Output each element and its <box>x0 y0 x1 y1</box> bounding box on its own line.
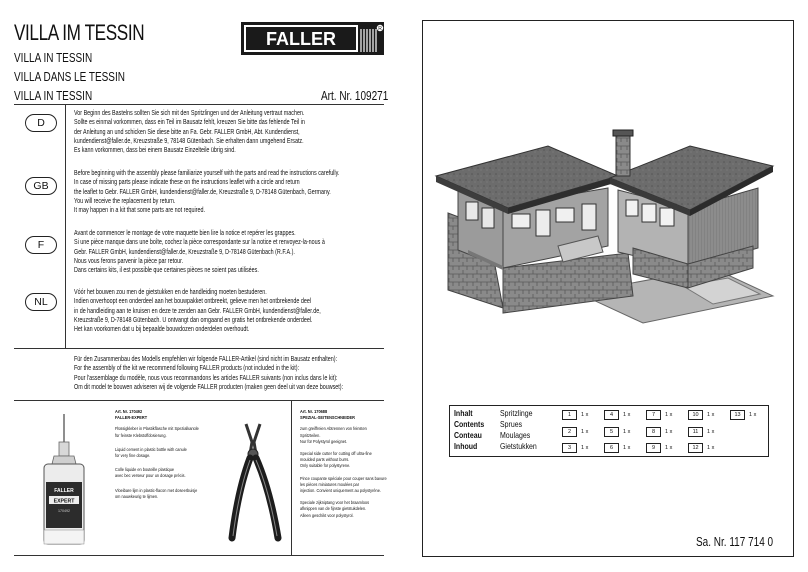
text-line: der Anleitung an und schicken Sie diese bitte an Fa. Gebr. FALLER GmbH, Abt. Kundendienst, <box>74 126 300 136</box>
contents-label: Contents <box>454 419 485 429</box>
text-line: Für den Zusammenbau des Modells empfehlen wir folgende FALLER-Artikel (sind nicht im Bausatz enthalten): <box>74 354 338 363</box>
text-line: In case of missing parts please indicate these on the instructions leaflet with a circle and return <box>74 177 300 187</box>
text-line: Alleen geschikt voor polystyrol. <box>300 512 354 518</box>
instructions-de <box>74 108 374 154</box>
text-line: For the assembly of the kit we recommend following FALLER products (not included in the kit): <box>74 363 300 373</box>
bottle-name: EXPERT <box>53 498 75 505</box>
contents-label: Gietstukken <box>500 441 537 451</box>
sprue-quantity: 1 x <box>581 412 589 418</box>
text-line: om nauwkeurig te lijmen. <box>115 493 159 499</box>
faller-logo <box>241 22 384 55</box>
text-line: Before beginning with the assembly please familiarize yourself with the parts and read the instructions carefully. <box>74 168 340 177</box>
side-cutter-image <box>226 420 286 550</box>
text-line: You will receive the replacement by return. <box>74 195 176 205</box>
text-line: Het kan voorkomen dat u bij bepaalde bouwdozen onderdelen overhoudt. <box>74 324 250 334</box>
sprue-quantity: 1 x <box>665 412 673 418</box>
contents-label: Conteau <box>454 430 482 440</box>
text-line: Vor Beginn des Bastelns sollten Sie sich mit den Spritzlingen und der Anleitung vertraut machen. <box>74 108 305 117</box>
text-line: Dans certains kits, il est possible que certaines pièces ne soient pas utilisées. <box>74 265 259 275</box>
product-art: Art. Nr. 170492 <box>115 409 143 414</box>
text-line: in de handleiding aan te kruisen en deze te zenden aan Gebr. FALLER GmbH, kundendienst@faller.de, <box>74 305 321 315</box>
sprue-quantity: 1 x <box>623 445 631 451</box>
text-line: Si une pièce manque dans une boîte, cochez la pièce correspondante sur la notice et renvoyez-la-nous à <box>74 237 325 247</box>
text-line: kundendienst@faller.de, Kreuzstraße 9, 78148 Gütenbach. Sie erhalten dann umgehend Ersatz. <box>74 135 304 145</box>
sprue-quantity: 1 x <box>581 445 589 451</box>
sa-number: Sa. Nr. 117 714 0 <box>696 535 774 549</box>
sprue-item <box>604 443 630 453</box>
sprue-item <box>688 410 714 420</box>
sprue-item <box>688 443 714 453</box>
contents-label: Inhoud <box>454 441 478 451</box>
sprue-number: 7 <box>646 410 661 420</box>
product-name: FALLER-EXPERT <box>115 415 148 421</box>
text-line: für feinste Klebstoffdosierung. <box>115 432 167 438</box>
text-line: Kreuzstraße 9, D-78148 Gütenbach. U ontvangt dan omgaand en gratis het ontbrekende onderdeel. <box>74 314 313 324</box>
text-line: Gebr. FALLER GmbH, kundendienst@faller.de, Kreuzstraße 9, D-78148 Gütenbach (R.F.A.). <box>74 246 295 256</box>
text-line: Colle liquide en bouteille plastique <box>115 467 175 473</box>
text-line: afknippen van de fijnste gietstukdelen. <box>300 506 367 512</box>
sprue-number: 6 <box>604 443 619 453</box>
lang-badge-d: D <box>25 114 57 132</box>
text-line: the leaflet to Gebr. FALLER GmbH, kundendienst@faller.de, Kreuzstraße 9, D-78148 Gütenbach, Germany. <box>74 186 331 196</box>
contents-labels-right <box>500 408 537 452</box>
contents-label: Spritzlinge <box>500 408 533 418</box>
instructions-en <box>74 168 374 214</box>
sprue-quantity: 1 x <box>707 429 715 435</box>
article-number: Art. Nr. 109271 <box>321 89 389 103</box>
divider <box>14 555 384 556</box>
sprue-number: 2 <box>562 427 577 437</box>
contents-label: Moulages <box>500 430 531 440</box>
text-line: Pour l'assemblage du modèle, nous vous recommandons les articles FALLER suivants (non inclus dans le kit): <box>74 372 338 382</box>
text-line: Only suitable for polystyrene. <box>300 463 351 469</box>
sprue-item <box>604 427 630 437</box>
text-line: Es kann vorkommen, dass bei einem Bausatz Einzelteile übrig sind. <box>74 145 236 155</box>
lang-badge-nl: NL <box>25 293 57 311</box>
text-line: It may happen in a kit that some parts are not required. <box>74 205 205 215</box>
contents-label: Sprues <box>500 419 523 429</box>
sprue-quantity: 1 x <box>581 429 589 435</box>
text-line: Nur für Polystyrol geeignet. <box>300 438 348 444</box>
text-line: Flüssigkleber in Plastikflasche mit Spezialkanüle <box>115 426 199 432</box>
product-name: SPEZIAL-SEITENSCHNEIDER <box>300 415 355 421</box>
sprue-item <box>730 410 756 420</box>
subtitle-fr: VILLA DANS LE TESSIN <box>14 70 125 84</box>
bottle-art: 170492 <box>58 509 70 513</box>
logo-wordmark: FALLER <box>266 29 336 49</box>
sprue-item <box>646 410 672 420</box>
sprue-number: 8 <box>646 427 661 437</box>
sprue-item <box>562 427 588 437</box>
sprue-quantity: 1 x <box>707 412 715 418</box>
text-line: Vóór het bouwen zou men de gietstukken en de handleiding moeten bestuderen. <box>74 287 267 296</box>
lang-badge-f: F <box>25 236 57 254</box>
divider <box>65 104 66 348</box>
sprue-item <box>604 410 630 420</box>
recommendation-text <box>74 354 343 391</box>
sprue-item <box>646 427 672 437</box>
registered-mark: R <box>378 26 382 33</box>
sprue-number: 11 <box>688 427 703 437</box>
sprue-number: 1 <box>562 410 577 420</box>
sprue-quantity: 1 x <box>665 445 673 451</box>
divider <box>14 348 384 349</box>
bottle-brand: FALLER <box>54 488 74 494</box>
text-line: les pièces miniatures moulées par <box>300 481 360 487</box>
text-line: Om dit model te bouwen adviseren wij de volgende FALLER producten (maken geen deel uit van deze bouwset): <box>74 381 344 391</box>
subtitle-nl: VILLA IN TESSIN <box>14 89 93 103</box>
text-line: Pince coupante spéciale pour couper sans bavure <box>300 475 387 481</box>
sprue-number: 4 <box>604 410 619 420</box>
sprue-item <box>646 443 672 453</box>
sprue-number: 13 <box>730 410 745 420</box>
text-line: Indien onverhoopt een onderdeel aan het bouwpakket ontbreekt, gelieve men het ontbrekende deel <box>74 296 312 306</box>
text-line: injection. Convient uniquement au polystyrène. <box>300 488 381 494</box>
sprue-number: 3 <box>562 443 577 453</box>
sprue-quantity: 1 x <box>623 412 631 418</box>
product-cutter-text <box>300 409 387 519</box>
lang-badge-gb: GB <box>25 177 57 195</box>
divider <box>14 400 384 401</box>
sprue-number: 5 <box>604 427 619 437</box>
subtitle-en: VILLA IN TESSIN <box>14 51 93 65</box>
text-line: avec bec verseur pour un dosage précis. <box>115 473 186 479</box>
text-line: moulded parts without burrs. <box>300 457 350 463</box>
sprue-number: 10 <box>688 410 703 420</box>
sprue-number: 12 <box>688 443 703 453</box>
text-line: Liquid cement in plastic bottle with canule <box>115 446 187 452</box>
sprue-item <box>562 410 588 420</box>
sprue-item <box>688 427 714 437</box>
text-line: zum greiffreien Abtrennen von feinsten <box>300 426 367 432</box>
sprue-item <box>562 443 588 453</box>
text-line: Special side cutter for cutting off ultra-fine <box>300 451 372 457</box>
product-glue-text <box>115 409 199 500</box>
page-title: VILLA IM TESSIN <box>14 20 145 45</box>
sprue-quantity: 1 x <box>623 429 631 435</box>
sprue-number: 9 <box>646 443 661 453</box>
text-line: Sollte es einmal vorkommen, dass ein Teil im Bausatz fehlt, kreuzen Sie bitte das fehlende Teil in <box>74 117 305 127</box>
product-art: Art. Nr. 170688 <box>300 409 328 414</box>
sprue-quantity: 1 x <box>665 429 673 435</box>
text-line: Spritzteilen. <box>300 432 321 438</box>
text-line: Avant de commencer le montage de votre maquette bien lire la notice et repérer les grappes. <box>74 228 296 237</box>
contents-label: Inhalt <box>454 408 473 418</box>
text-line: Speciale zijkniptang voor het braamloos <box>300 500 370 506</box>
sprue-quantity: 1 x <box>749 412 757 418</box>
instructions-nl <box>74 287 374 333</box>
instructions-fr <box>74 228 374 274</box>
divider <box>14 104 384 105</box>
text-line: Vloeibare lijm in plastic-flacon met doseerbuisje <box>115 487 198 493</box>
villa-model-image <box>428 118 788 333</box>
text-line: for very fine dosage. <box>115 453 151 459</box>
sprue-quantity: 1 x <box>707 445 715 451</box>
divider <box>291 400 292 555</box>
glue-bottle-image <box>34 412 94 552</box>
text-line: Nous vous ferons parvenir la pièce par retour. <box>74 255 184 265</box>
contents-labels-left <box>454 408 484 452</box>
